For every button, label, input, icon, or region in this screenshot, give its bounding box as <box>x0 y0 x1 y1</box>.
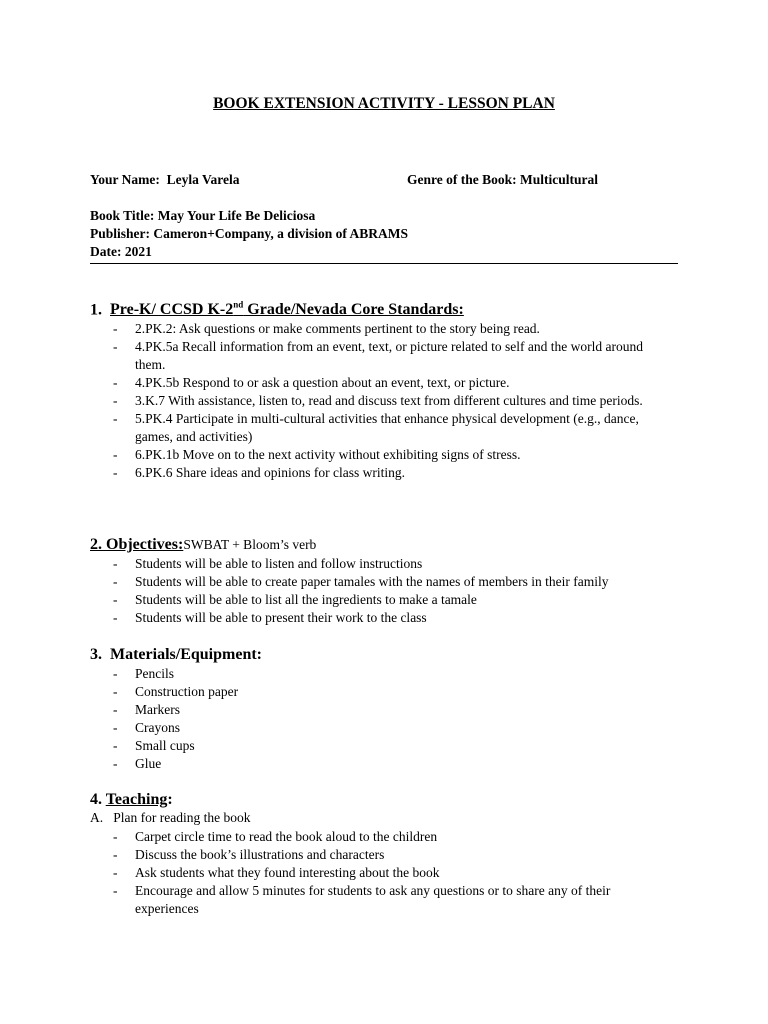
list-item: - Markers <box>113 701 673 719</box>
materials-list <box>113 665 673 773</box>
list-item: - 4.PK.5b Respond to or ask a question about an event, text, or picture. <box>113 374 673 392</box>
list-item: - 4.PK.5a Recall information from an event, text, or picture related to self and the world around them. <box>113 338 673 374</box>
list-item: - Students will be able to listen and follow instructions <box>113 555 673 573</box>
book-title-field: Book Title: May Your Life Be Deliciosa <box>90 208 316 223</box>
teaching-list <box>113 828 673 918</box>
genre-field: Genre of the Book: Multicultural <box>407 172 598 187</box>
publisher-field: Publisher: Cameron+Company, a division of ABRAMS <box>90 226 408 241</box>
materials-heading: 3. Materials/Equipment: <box>90 646 262 663</box>
list-item: - Glue <box>113 755 673 773</box>
list-item: - Students will be able to present their work to the class <box>113 609 673 627</box>
list-item: - Encourage and allow 5 minutes for students to ask any questions or to share any of their experiences <box>113 882 673 918</box>
list-item: - Carpet circle time to read the book aloud to the children <box>113 828 673 846</box>
list-item: - Construction paper <box>113 683 673 701</box>
objectives-note: SWBAT + Bloom’s verb <box>183 537 317 552</box>
objectives-heading: 2. Objectives:SWBAT + Bloom’s verb <box>90 536 317 553</box>
standards-list <box>113 320 673 482</box>
list-item: - Crayons <box>113 719 673 737</box>
objectives-list <box>113 555 673 627</box>
header-divider <box>90 263 678 264</box>
list-item: - Discuss the book’s illustrations and characters <box>113 846 673 864</box>
list-item: - Pencils <box>113 665 673 683</box>
list-item: - 5.PK.4 Participate in multi-cultural activities that enhance physical development (e.g., dance, games, and activities) <box>113 410 673 446</box>
document-title: BOOK EXTENSION ACTIVITY - LESSON PLAN <box>213 95 555 112</box>
list-item: - Ask students what they found interesting about the book <box>113 864 673 882</box>
list-item: - 2.PK.2: Ask questions or make comments pertinent to the story being read. <box>113 320 673 338</box>
standards-heading: 1. Pre-K/ CCSD K-2nd Grade/Nevada Core Standards: <box>90 300 464 319</box>
list-item: - 6.PK.1b Move on to the next activity without exhibiting signs of stress. <box>113 446 673 464</box>
teaching-heading: 4. Teaching: <box>90 791 173 808</box>
date-field: Date: 2021 <box>90 244 152 259</box>
list-item: - 6.PK.6 Share ideas and opinions for class writing. <box>113 464 673 482</box>
list-item: - 3.K.7 With assistance, listen to, read and discuss text from different cultures and time periods. <box>113 392 673 410</box>
list-item: - Students will be able to create paper tamales with the names of members in their family <box>113 573 673 591</box>
list-item: - Students will be able to list all the ingredients to make a tamale <box>113 591 673 609</box>
teaching-subheading: A. Plan for reading the book <box>90 810 251 825</box>
name-field: Your Name: Leyla Varela <box>90 172 240 187</box>
list-item: - Small cups <box>113 737 673 755</box>
